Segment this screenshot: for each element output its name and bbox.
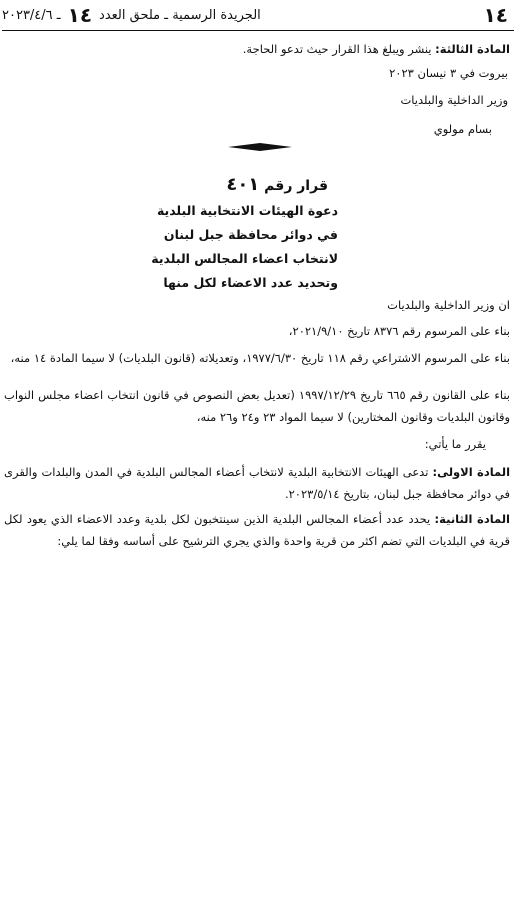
article-text: تدعى الهيئات الانتخابية البلدية لانتخاب أعضاء المجالس البلدية في المدن والبلدات والقرى في دوائر محافظة جبل لبنان، بتاريخ ٢٠٢٣/٥/١٤. <box>4 465 510 501</box>
decree-title-block <box>0 172 346 295</box>
prev-article-3 <box>4 38 510 60</box>
decree-title-line: دعوة الهيئات الانتخابية البلدية <box>156 203 338 218</box>
section-divider <box>228 143 292 151</box>
article-label: المادة الثانية: <box>434 512 511 526</box>
page-header <box>2 0 514 31</box>
article-text: ينشر ويبلغ هذا القرار حيث تدعو الحاجة. <box>242 42 432 56</box>
decree-title-line: وتحديد عدد الاعضاء لكل منها <box>163 275 338 290</box>
decree-number: ٤٠١ <box>226 174 260 195</box>
decree-number-line <box>0 172 346 199</box>
article-2 <box>4 508 510 552</box>
issue-date: ـ ٢٠٢٣/٤/٦ <box>2 7 61 23</box>
article-label: المادة الثالثة: <box>435 42 510 56</box>
article-text: يحدد عدد أعضاء المجالس البلدية الذين سينتخبون لكل بلدية وعدد الاعضاء الذي يعود لكل قرية في البلديات التي تضم اكثر من قرية واحدة والذي يجري الترشيح على أساسه وفقا لما يلي: <box>4 512 510 548</box>
decree-title-line: لانتخاب اعضاء المجالس البلدية <box>151 251 338 266</box>
decree-number-label: قرار رقم <box>264 178 328 194</box>
recital: بناء على القانون رقم ٦٦٥ تاريخ ١٩٩٧/١٢/٢٩ (تعديل بعض النصوص في قانون انتخاب اعضاء مجلس النواب وقانون البلديات وقانون المختارين) لا سيما المواد ٢٣ و٢٤ و٢٦ منه، <box>4 388 510 424</box>
gazette-name: الجريدة الرسمية ـ ملحق العدد <box>99 7 261 23</box>
recital: بناء على المرسوم الاشتراعي رقم ١١٨ تاريخ ١٩٧٧/٦/٣٠، وتعديلاته (قانون البلديات) لا سيما المادة ١٤ منه، <box>10 351 510 365</box>
signer-title: وزير الداخلية والبلديات <box>400 93 508 107</box>
signer-name: بسام مولوي <box>433 122 492 136</box>
place-date: بيروت في ٣ نيسان ٢٠٢٣ <box>389 66 508 80</box>
article-label: المادة الاولى: <box>432 465 511 479</box>
running-title <box>2 3 261 27</box>
decides-line: يقرر ما يأتي: <box>424 437 486 451</box>
decree-title-line: في دوائر محافظة جبل لبنان <box>163 227 338 242</box>
issue-number: ١٤ <box>67 3 93 27</box>
recital: بناء على المرسوم رقم ٨٣٧٦ تاريخ ٢٠٢١/٩/١٠، <box>288 324 510 338</box>
decree-intro: ان وزير الداخلية والبلديات <box>387 298 510 312</box>
article-1 <box>4 461 510 505</box>
page-number: ١٤ <box>483 3 508 27</box>
